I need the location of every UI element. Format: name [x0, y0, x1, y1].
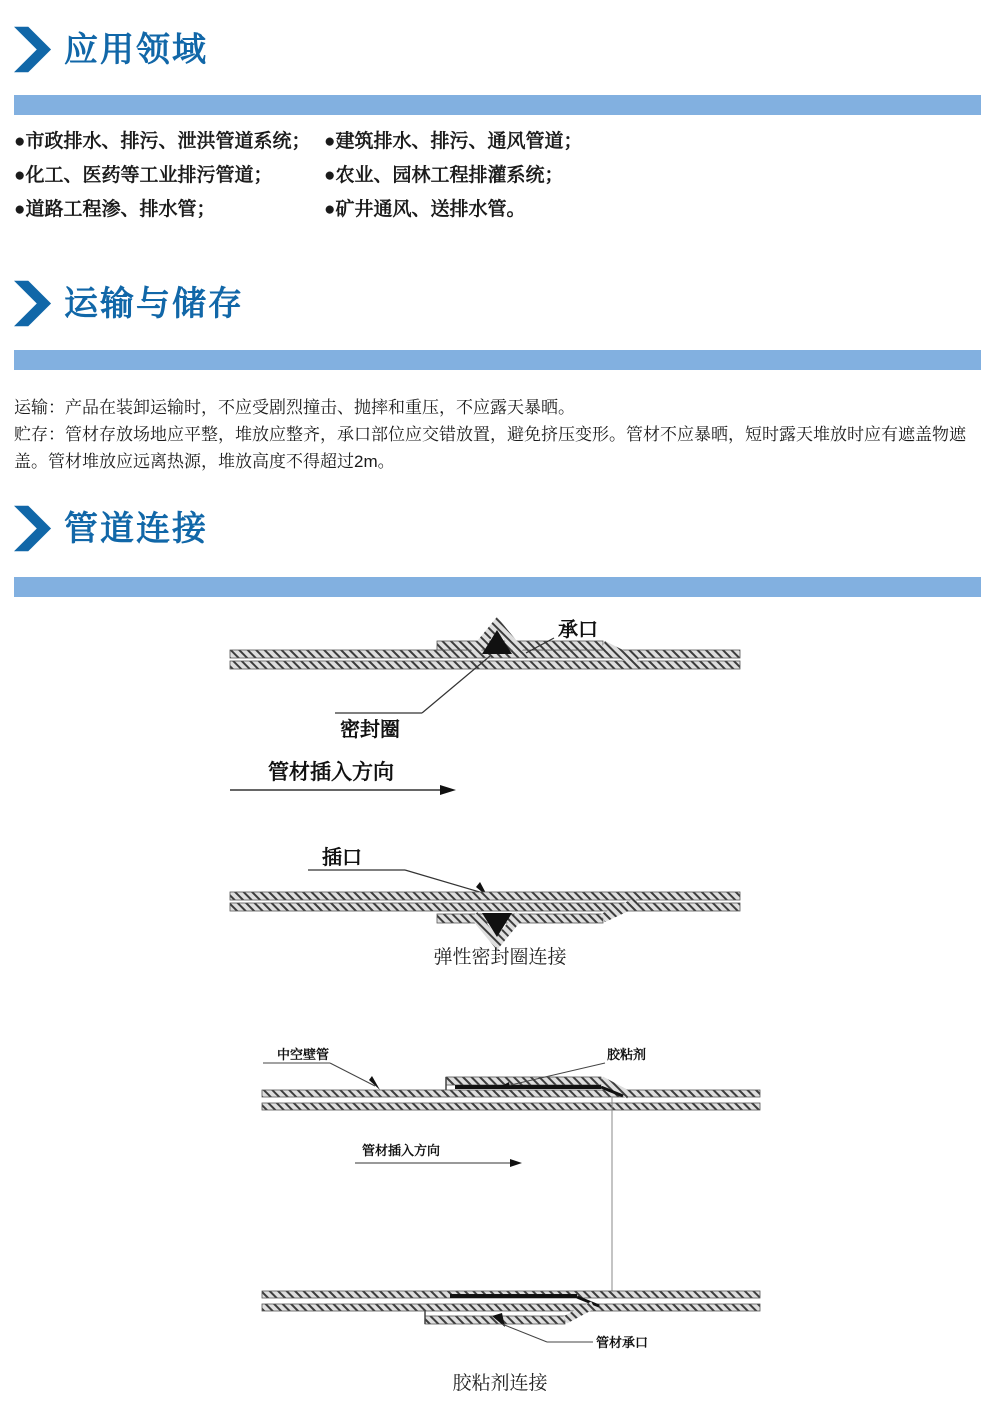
top-joint-crosssection: [262, 1077, 760, 1110]
chevron-arrow-icon: [14, 280, 52, 327]
chevron-arrow-icon: [14, 26, 52, 73]
section-band: [14, 350, 981, 370]
list-item: ●化工、医药等工业排污管道；: [14, 165, 273, 186]
arrowhead-icon: [369, 1076, 380, 1090]
section-header-connection: [14, 505, 208, 552]
storage-note: 贮存：管材存放场地应平整，堆放应整齐，承口部位应交错放置，避免挤压变形。管材不应暴晒，短时露天堆放时应有遮盖物遮盖。管材堆放应远离热源，堆放高度不得超过2m。: [14, 425, 966, 471]
section-title: 运输与储存: [64, 284, 244, 323]
hollow-wall-pipe-label: 中空壁管: [277, 1047, 330, 1062]
adhesive-label: 胶粘剂: [607, 1047, 647, 1062]
list-item: ●市政排水、排污、泄洪管道系统；: [14, 131, 311, 152]
section-band: [14, 95, 981, 115]
chevron-arrow-icon: [14, 505, 52, 552]
storage-paragraphs: [14, 394, 995, 475]
socket-label: 承口: [558, 619, 598, 641]
seal-ring-connection-diagram: [180, 612, 780, 977]
adhesive-connection-diagram: [230, 1035, 790, 1380]
section-band: [14, 577, 981, 597]
insert-direction-label: 管材插入方向: [362, 1143, 441, 1158]
list-item: ●建筑排水、排污、通风管道；: [324, 131, 583, 152]
transport-note: 运输：产品在装卸运输时，不应受剧烈撞击、抛摔和重压，不应露天暴晒。: [14, 398, 575, 417]
adhesive-layer: [450, 1294, 577, 1298]
list-item: ●矿井通风、送排水管。: [324, 199, 526, 220]
pipe-socket-label: 管材承口: [596, 1335, 649, 1350]
spigot-pipe-crosssection: [230, 892, 740, 943]
spigot-leader-line: [405, 870, 483, 893]
section-header-storage: [14, 280, 244, 327]
socket-pipe-crosssection: [230, 624, 740, 669]
glue-diagram-caption: 胶粘剂连接: [452, 1373, 548, 1394]
pipe-socket-leader-line: [502, 1324, 547, 1342]
section-title: 管道连接: [64, 509, 208, 548]
hollow-pipe-leader-line: [330, 1063, 375, 1086]
arrowhead-icon: [510, 1159, 522, 1167]
section-title: 应用领域: [64, 30, 208, 69]
list-item: ●农业、园林工程排灌系统；: [324, 165, 564, 186]
bottom-joint-crosssection: [262, 1291, 760, 1324]
adhesive-layer: [455, 1085, 601, 1089]
application-bullet-list: [14, 131, 989, 221]
section-header-applications: [14, 26, 208, 73]
arrowhead-icon: [440, 785, 456, 795]
seal-ring-label: 密封圈: [340, 719, 400, 741]
insert-direction-label: 管材插入方向: [268, 761, 394, 784]
spigot-label: 插口: [322, 847, 362, 869]
seal-diagram-caption: 弹性密封圈连接: [433, 947, 567, 968]
list-item: ●道路工程渗、排水管；: [14, 199, 216, 220]
